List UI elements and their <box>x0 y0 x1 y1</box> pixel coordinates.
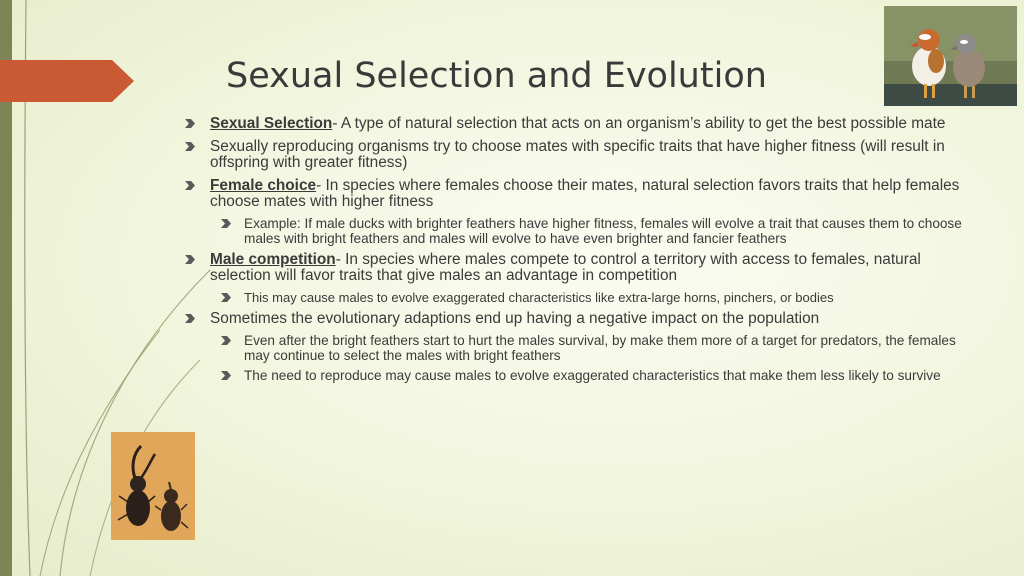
list-item <box>184 178 974 210</box>
mandarin-ducks-photo <box>884 6 1017 106</box>
list-item <box>184 334 974 363</box>
bullet-text: Example: If male ducks with brighter feathers have higher fitness, females will evolve a trait that causes them to choose males with bright feathers and males will evolve to have even brighter and fancier feathers <box>244 216 962 246</box>
bullet-text: - A type of natural selection that acts on an organism’s ability to get the best possible mate <box>332 115 946 132</box>
term-female-choice: Female choice <box>210 177 317 194</box>
list-item <box>184 291 974 305</box>
bullet-text: The need to reproduce may cause males to evolve exaggerated characteristics that make them less likely to survive <box>244 368 941 384</box>
arrow-bullet-icon <box>220 335 232 346</box>
arrow-bullet-icon <box>220 218 232 229</box>
arrow-bullet-icon <box>220 370 232 381</box>
bullet-list <box>184 114 974 390</box>
slide-title: Sexual Selection and Evolution <box>226 56 767 96</box>
bullet-text: - In species where males compete to control a territory with access to females, natural selection will favor traits that give males an advantage in competition <box>210 251 921 285</box>
bullet-text: This may cause males to evolve exaggerated characteristics like extra-large horns, pinchers, or bodies <box>244 290 834 306</box>
list-item <box>184 252 974 284</box>
bullet-text: Sexually reproducing organisms try to choose mates with specific traits that have higher fitness (will result in offspring with greater fitness) <box>210 138 945 171</box>
list-item <box>184 116 974 132</box>
arrow-bullet-icon <box>220 292 232 303</box>
list-item <box>184 311 974 327</box>
horned-beetles-photo <box>111 432 195 540</box>
bullet-text: Sometimes the evolutionary adaptions end up having a negative impact on the population <box>210 310 820 328</box>
arrow-bullet-icon <box>184 180 196 191</box>
bullet-text: - In species where females choose their mates, natural selection favors traits that help females choose mates with higher fitness <box>210 177 960 210</box>
bullet-text: Even after the bright feathers start to hurt the males survival, by make them more of a target for predators, the females may continue to select the males with bright feathers <box>244 333 956 363</box>
arrow-bullet-icon <box>184 313 196 324</box>
term-sexual-selection: Sexual Selection <box>210 115 333 132</box>
list-item <box>184 139 974 171</box>
arrow-bullet-icon <box>184 254 196 265</box>
arrow-bullet-icon <box>184 141 196 152</box>
list-item <box>184 217 974 246</box>
arrow-bullet-icon <box>184 118 196 129</box>
list-item <box>184 369 974 384</box>
title-accent-tab <box>0 60 112 102</box>
term-male-competition: Male competition <box>210 251 336 269</box>
title-accent-arrow <box>112 60 134 102</box>
